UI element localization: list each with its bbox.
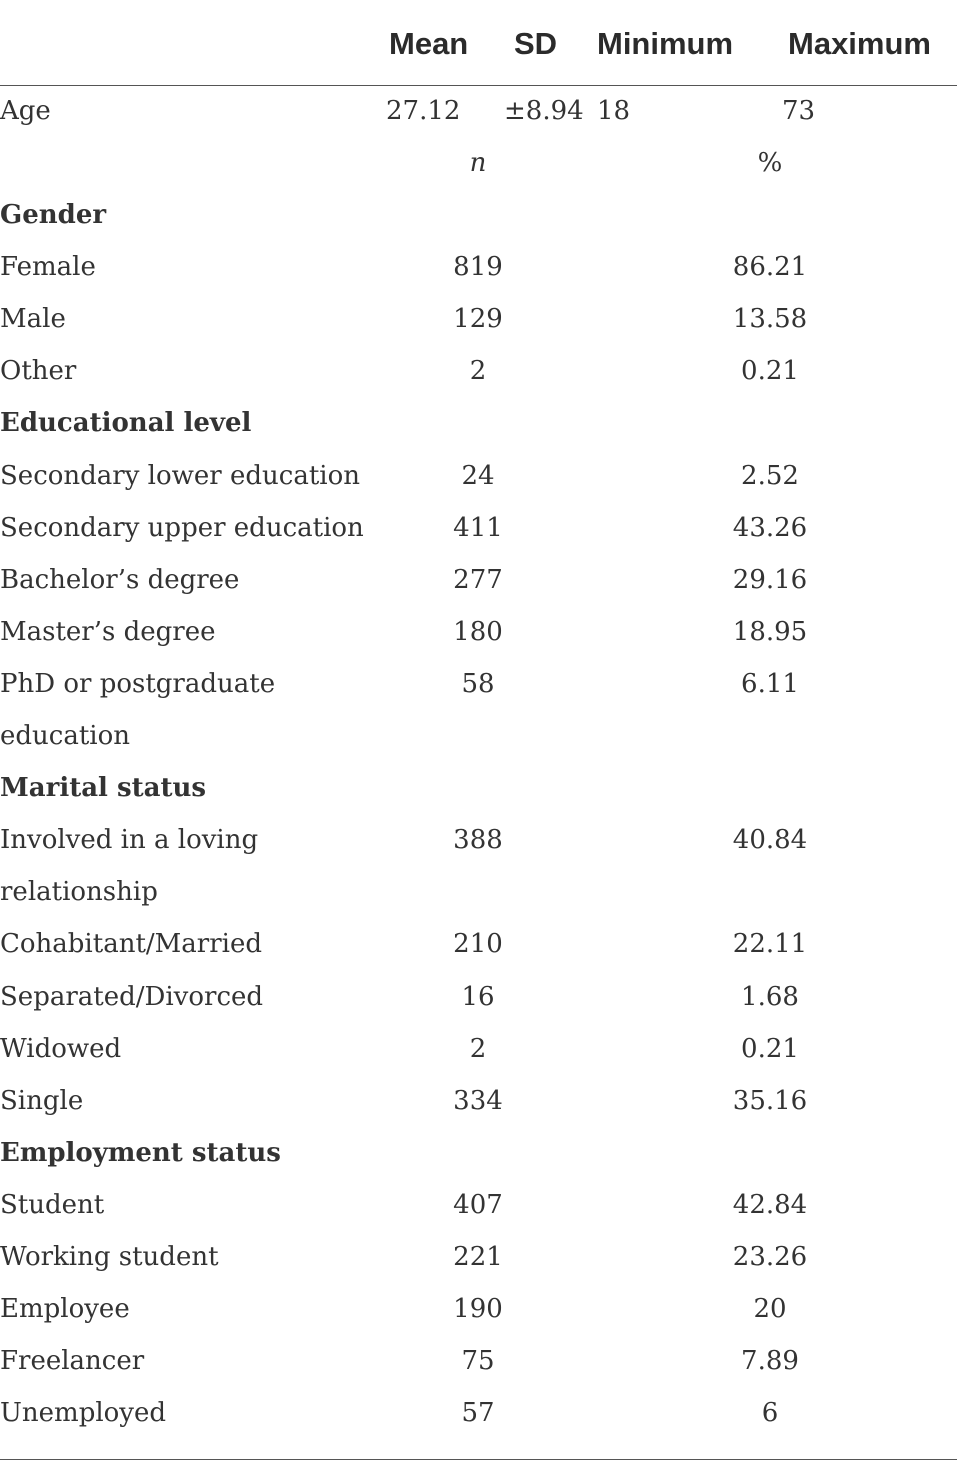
row-n-value: 129	[453, 304, 503, 334]
row-n-value: 819	[453, 252, 503, 282]
header-sd: SD	[514, 26, 558, 61]
header-maximum: Maximum	[788, 26, 931, 61]
row-label: Employee	[0, 1294, 130, 1324]
subheader-n: n	[469, 148, 487, 178]
row-label: Master’s degree	[0, 617, 216, 647]
row-percent-value: 35.16	[732, 1086, 808, 1116]
row-n-value: 210	[453, 929, 503, 959]
row-n-value: 57	[461, 1398, 495, 1428]
row-percent-value: 43.26	[732, 513, 808, 543]
row-percent-value: 22.11	[732, 929, 808, 959]
row-percent-value: 42.84	[732, 1190, 808, 1220]
row-label: Freelancer	[0, 1346, 145, 1376]
row-label: Separated/Divorced	[0, 982, 264, 1012]
row-label: Female	[0, 252, 96, 282]
row-n-value: 58	[461, 669, 495, 699]
row-n-value: 2	[469, 356, 487, 386]
age-maximum: 73	[782, 96, 816, 126]
row-label: Unemployed	[0, 1398, 167, 1428]
row-n-value: 16	[461, 982, 495, 1012]
row-n-value: 2	[469, 1034, 487, 1064]
row-percent-value: 20	[753, 1294, 787, 1324]
age-label: Age	[0, 96, 51, 126]
section-heading: Marital status	[0, 773, 207, 803]
row-n-value: 407	[453, 1190, 503, 1220]
row-n-value: 221	[453, 1242, 503, 1272]
row-label: PhD or postgraduate	[0, 669, 276, 699]
row-label: Secondary upper education	[0, 513, 364, 543]
subheader-percent: %	[757, 148, 783, 178]
row-n-value: 24	[461, 461, 495, 491]
row-percent-value: 7.89	[741, 1346, 799, 1376]
row-label: Bachelor’s degree	[0, 565, 240, 595]
row-percent-value: 86.21	[732, 252, 808, 282]
age-minimum: 18	[597, 96, 631, 126]
row-label: Male	[0, 304, 66, 334]
row-label: Cohabitant/Married	[0, 929, 262, 959]
row-n-value: 75	[461, 1346, 495, 1376]
section-heading: Educational level	[0, 408, 252, 438]
bottom-rule	[0, 1459, 957, 1460]
row-percent-value: 0.21	[741, 356, 799, 386]
section-heading: Employment status	[0, 1138, 281, 1168]
header-mean: Mean	[389, 26, 469, 61]
row-label-continued: education	[0, 721, 130, 751]
row-n-value: 180	[453, 617, 503, 647]
row-percent-value: 6	[761, 1398, 779, 1428]
age-sd: ±8.94	[504, 96, 584, 126]
header-minimum: Minimum	[597, 26, 734, 61]
section-heading: Gender	[0, 200, 107, 230]
row-percent-value: 29.16	[732, 565, 808, 595]
row-percent-value: 23.26	[732, 1242, 808, 1272]
row-label: Student	[0, 1190, 105, 1220]
row-percent-value: 0.21	[741, 1034, 799, 1064]
row-label-continued: relationship	[0, 877, 158, 907]
row-n-value: 388	[453, 825, 503, 855]
row-n-value: 334	[453, 1086, 503, 1116]
row-n-value: 277	[453, 565, 503, 595]
row-percent-value: 1.68	[741, 982, 799, 1012]
row-percent-value: 2.52	[741, 461, 799, 491]
row-n-value: 190	[453, 1294, 503, 1324]
row-n-value: 411	[453, 513, 503, 543]
row-label: Widowed	[0, 1034, 122, 1064]
top-rule	[0, 85, 957, 86]
age-mean: 27.12	[386, 96, 461, 126]
row-label: Single	[0, 1086, 84, 1116]
row-label: Involved in a loving	[0, 825, 259, 855]
row-label: Secondary lower education	[0, 461, 360, 491]
row-percent-value: 6.11	[741, 669, 799, 699]
row-percent-value: 18.95	[732, 617, 808, 647]
row-label: Working student	[0, 1242, 219, 1272]
row-label: Other	[0, 356, 77, 386]
row-percent-value: 13.58	[732, 304, 808, 334]
row-percent-value: 40.84	[732, 825, 808, 855]
